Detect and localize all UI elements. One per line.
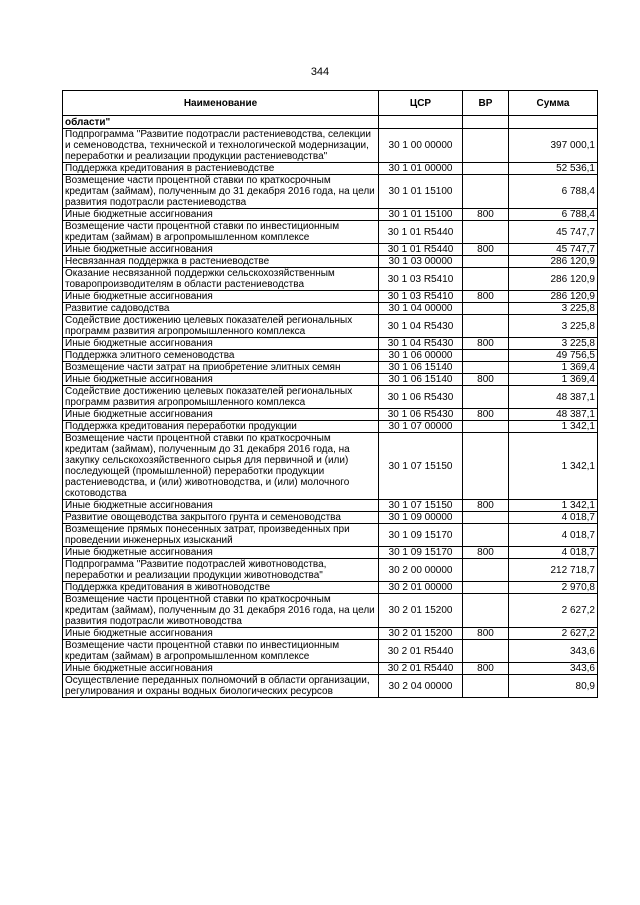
vr-cell (463, 256, 509, 268)
sum-cell: 45 747,7 (509, 221, 598, 244)
name-cell: Развитие овощеводства закрытого грунта и семеноводства (63, 512, 379, 524)
csr-cell: 30 1 07 15150 (379, 500, 463, 512)
table-row (63, 433, 598, 500)
table-row (63, 582, 598, 594)
table-row (63, 547, 598, 559)
csr-cell: 30 1 09 00000 (379, 512, 463, 524)
vr-cell (463, 315, 509, 338)
vr-cell: 800 (463, 663, 509, 675)
table-row (63, 640, 598, 663)
vr-cell: 800 (463, 374, 509, 386)
table-row (63, 524, 598, 547)
sum-cell: 4 018,7 (509, 524, 598, 547)
sum-cell: 1 369,4 (509, 362, 598, 374)
csr-cell: 30 1 09 15170 (379, 547, 463, 559)
page-number: 344 (310, 66, 330, 78)
name-cell: Несвязанная поддержка в растениеводстве (63, 256, 379, 268)
table-row (63, 244, 598, 256)
vr-cell (463, 512, 509, 524)
sum-cell: 212 718,7 (509, 559, 598, 582)
vr-cell (463, 421, 509, 433)
sum-cell: 4 018,7 (509, 547, 598, 559)
csr-cell: 30 1 09 15170 (379, 524, 463, 547)
table-row (63, 362, 598, 374)
table-row (63, 675, 598, 698)
csr-cell: 30 2 01 15200 (379, 594, 463, 628)
vr-cell (463, 350, 509, 362)
table-row (63, 500, 598, 512)
name-cell: Иные бюджетные ассигнования (63, 244, 379, 256)
csr-cell: 30 1 06 00000 (379, 350, 463, 362)
name-cell: Возмещение прямых понесенных затрат, произведенных при проведении инженерных изысканий (63, 524, 379, 547)
name-cell: Возмещение части процентной ставки по инвестиционным кредитам (займам) в агропромышленном комплексе (63, 221, 379, 244)
sum-cell: 1 369,4 (509, 374, 598, 386)
name-cell: Поддержка кредитования переработки продукции (63, 421, 379, 433)
csr-cell: 30 1 04 R5430 (379, 338, 463, 350)
csr-cell: 30 1 03 R5410 (379, 268, 463, 291)
name-cell: Поддержка элитного семеноводства (63, 350, 379, 362)
vr-cell: 800 (463, 291, 509, 303)
table-row (63, 350, 598, 362)
sum-cell: 48 387,1 (509, 409, 598, 421)
sum-cell: 343,6 (509, 640, 598, 663)
table-row (63, 303, 598, 315)
empty-cell (379, 116, 463, 129)
csr-cell: 30 1 01 00000 (379, 163, 463, 175)
vr-cell (463, 386, 509, 409)
table-row (63, 512, 598, 524)
name-cell: Возмещение части процентной ставки по инвестиционным кредитам (займам) в агропромышленном комплексе (63, 640, 379, 663)
table-row (63, 209, 598, 221)
sum-cell: 1 342,1 (509, 500, 598, 512)
empty-cell (509, 116, 598, 129)
name-cell: Возмещение части процентной ставки по краткосрочным кредитам (займам), полученным до 31 декабря 2016 года, на цели развития подотрасли животноводства (63, 594, 379, 628)
vr-cell (463, 268, 509, 291)
csr-cell: 30 1 03 00000 (379, 256, 463, 268)
header-csr: ЦСР (379, 91, 463, 116)
table-row (63, 409, 598, 421)
vr-cell (463, 640, 509, 663)
vr-cell (463, 303, 509, 315)
empty-cell (463, 116, 509, 129)
table-row (63, 221, 598, 244)
name-cell: Иные бюджетные ассигнования (63, 663, 379, 675)
continuation-text: области" (63, 116, 379, 129)
sum-cell: 45 747,7 (509, 244, 598, 256)
table-row (63, 175, 598, 209)
name-cell: Иные бюджетные ассигнования (63, 374, 379, 386)
csr-cell: 30 2 04 00000 (379, 675, 463, 698)
name-cell: Содействие достижению целевых показателей региональных программ развития агропромышленного комплекса (63, 315, 379, 338)
table-row (63, 559, 598, 582)
csr-cell: 30 1 06 R5430 (379, 409, 463, 421)
sum-cell: 52 536,1 (509, 163, 598, 175)
table-row (63, 421, 598, 433)
name-cell: Оказание несвязанной поддержки сельскохозяйственным товаропроизводителям в области растениеводства (63, 268, 379, 291)
csr-cell: 30 1 01 R5440 (379, 244, 463, 256)
table-row (63, 628, 598, 640)
sum-cell: 3 225,8 (509, 303, 598, 315)
sum-cell: 49 756,5 (509, 350, 598, 362)
sum-cell: 80,9 (509, 675, 598, 698)
name-cell: Возмещение части процентной ставки по краткосрочным кредитам (займам), полученным до 31 декабря 2016 года, на закупку сельскохозяйственного сырья для первичной и (или) последующей (промышленной) переработки продукции растениеводства, и (или) животноводства, и (или) молочного скотоводства (63, 433, 379, 500)
table-row (63, 129, 598, 163)
csr-cell: 30 1 01 R5440 (379, 221, 463, 244)
sum-cell: 286 120,9 (509, 256, 598, 268)
vr-cell (463, 175, 509, 209)
budget-table (62, 90, 598, 698)
vr-cell: 800 (463, 500, 509, 512)
sum-cell: 6 788,4 (509, 175, 598, 209)
table-row (63, 315, 598, 338)
name-cell: Иные бюджетные ассигнования (63, 628, 379, 640)
name-cell: Развитие садоводства (63, 303, 379, 315)
name-cell: Иные бюджетные ассигнования (63, 547, 379, 559)
vr-cell: 800 (463, 209, 509, 221)
vr-cell (463, 524, 509, 547)
name-cell: Иные бюджетные ассигнования (63, 209, 379, 221)
vr-cell: 800 (463, 547, 509, 559)
name-cell: Подпрограмма "Развитие подотраслей животноводства, переработки и реализации продукции животноводства" (63, 559, 379, 582)
sum-cell: 2 627,2 (509, 628, 598, 640)
vr-cell (463, 433, 509, 500)
name-cell: Поддержка кредитования в животноводстве (63, 582, 379, 594)
table-row (63, 163, 598, 175)
vr-cell (463, 362, 509, 374)
csr-cell: 30 2 01 R5440 (379, 640, 463, 663)
table-row (63, 268, 598, 291)
name-cell: Возмещение части процентной ставки по краткосрочным кредитам (займам), полученным до 31 декабря 2016 года, на цели развития подотрасли растениеводства (63, 175, 379, 209)
sum-cell: 3 225,8 (509, 315, 598, 338)
name-cell: Поддержка кредитования в растениеводстве (63, 163, 379, 175)
csr-cell: 30 1 06 R5430 (379, 386, 463, 409)
header-name: Наименование (63, 91, 379, 116)
vr-cell (463, 129, 509, 163)
table-row (63, 594, 598, 628)
sum-cell: 2 627,2 (509, 594, 598, 628)
name-cell: Содействие достижению целевых показателей региональных программ развития агропромышленного комплекса (63, 386, 379, 409)
csr-cell: 30 2 01 00000 (379, 582, 463, 594)
vr-cell: 800 (463, 628, 509, 640)
name-cell: Подпрограмма "Развитие подотрасли растениеводства, селекции и семеноводства, технической и технологической модернизации, переработки и реализации продукции растениеводства" (63, 129, 379, 163)
vr-cell: 800 (463, 409, 509, 421)
csr-cell: 30 1 07 15150 (379, 433, 463, 500)
table-row (63, 663, 598, 675)
vr-cell (463, 675, 509, 698)
table-row (63, 256, 598, 268)
sum-cell: 6 788,4 (509, 209, 598, 221)
continuation-row (63, 116, 598, 129)
name-cell: Иные бюджетные ассигнования (63, 291, 379, 303)
csr-cell: 30 1 04 00000 (379, 303, 463, 315)
table-row (63, 338, 598, 350)
sum-cell: 1 342,1 (509, 433, 598, 500)
name-cell: Осуществление переданных полномочий в области организации, регулирования и охраны водных биологических ресурсов (63, 675, 379, 698)
csr-cell: 30 1 06 15140 (379, 362, 463, 374)
sum-cell: 2 970,8 (509, 582, 598, 594)
vr-cell: 800 (463, 244, 509, 256)
sum-cell: 4 018,7 (509, 512, 598, 524)
csr-cell: 30 1 00 00000 (379, 129, 463, 163)
csr-cell: 30 2 01 R5440 (379, 663, 463, 675)
vr-cell (463, 163, 509, 175)
sum-cell: 286 120,9 (509, 291, 598, 303)
sum-cell: 397 000,1 (509, 129, 598, 163)
header-sum: Сумма (509, 91, 598, 116)
csr-cell: 30 1 06 15140 (379, 374, 463, 386)
csr-cell: 30 2 00 00000 (379, 559, 463, 582)
csr-cell: 30 1 07 00000 (379, 421, 463, 433)
header-vr: ВР (463, 91, 509, 116)
vr-cell: 800 (463, 338, 509, 350)
name-cell: Возмещение части затрат на приобретение элитных семян (63, 362, 379, 374)
table-body (63, 116, 598, 698)
vr-cell (463, 221, 509, 244)
header-row (63, 91, 598, 116)
table-row (63, 374, 598, 386)
sum-cell: 343,6 (509, 663, 598, 675)
sum-cell: 286 120,9 (509, 268, 598, 291)
sum-cell: 48 387,1 (509, 386, 598, 409)
csr-cell: 30 1 01 15100 (379, 175, 463, 209)
name-cell: Иные бюджетные ассигнования (63, 338, 379, 350)
csr-cell: 30 1 01 15100 (379, 209, 463, 221)
name-cell: Иные бюджетные ассигнования (63, 409, 379, 421)
vr-cell (463, 582, 509, 594)
name-cell: Иные бюджетные ассигнования (63, 500, 379, 512)
csr-cell: 30 1 04 R5430 (379, 315, 463, 338)
sum-cell: 3 225,8 (509, 338, 598, 350)
table-row (63, 291, 598, 303)
csr-cell: 30 2 01 15200 (379, 628, 463, 640)
vr-cell (463, 559, 509, 582)
vr-cell (463, 594, 509, 628)
sum-cell: 1 342,1 (509, 421, 598, 433)
csr-cell: 30 1 03 R5410 (379, 291, 463, 303)
table-row (63, 386, 598, 409)
